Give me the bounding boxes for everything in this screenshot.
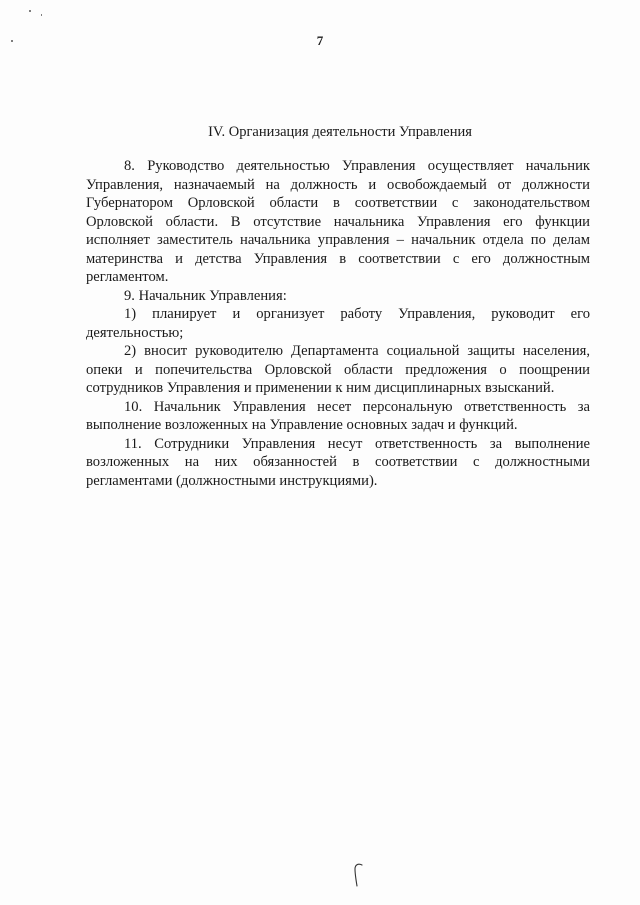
paragraph: 10. Начальник Управления несет персональную ответственность за выполнение возложенных на Управление основных задач и функций. [86, 398, 590, 433]
handwritten-mark-icon [352, 862, 364, 888]
paragraph: 9. Начальник Управления: [124, 287, 287, 304]
scan-speck [29, 10, 31, 12]
paragraph: 1) планирует и организует работу Управления, руководит его деятельностью; [86, 306, 590, 341]
scan-speck [41, 14, 42, 16]
paragraph: 2) вносит руководителю Департамента социальной защиты населения, опеки и попечительства Орловской области предложения о поощрении сотрудников Управления и применении к ним дисциплинарных взысканий. [86, 343, 590, 396]
page-number: 7 [316, 33, 324, 48]
section-heading: IV. Организация деятельности Управления [208, 124, 472, 140]
document-body [86, 157, 590, 490]
paragraph: 8. Руководство деятельностью Управления осуществляет начальник Управления, назначаемый на должность и освобождаемый от должности Губернатором Орловской области в соответствии с законодательством Орловской области. В отсутствие начальника Управления его функции исполняет заместитель начальника управления – начальник отдела по делам материнства и детства Управления в соответствии с его должностным регламентом. [86, 158, 590, 285]
paragraph: 11. Сотрудники Управления несут ответственность за выполнение возложенных на них обязанностей в соответствии с должностными регламентами (должностными инструкциями). [86, 435, 590, 489]
